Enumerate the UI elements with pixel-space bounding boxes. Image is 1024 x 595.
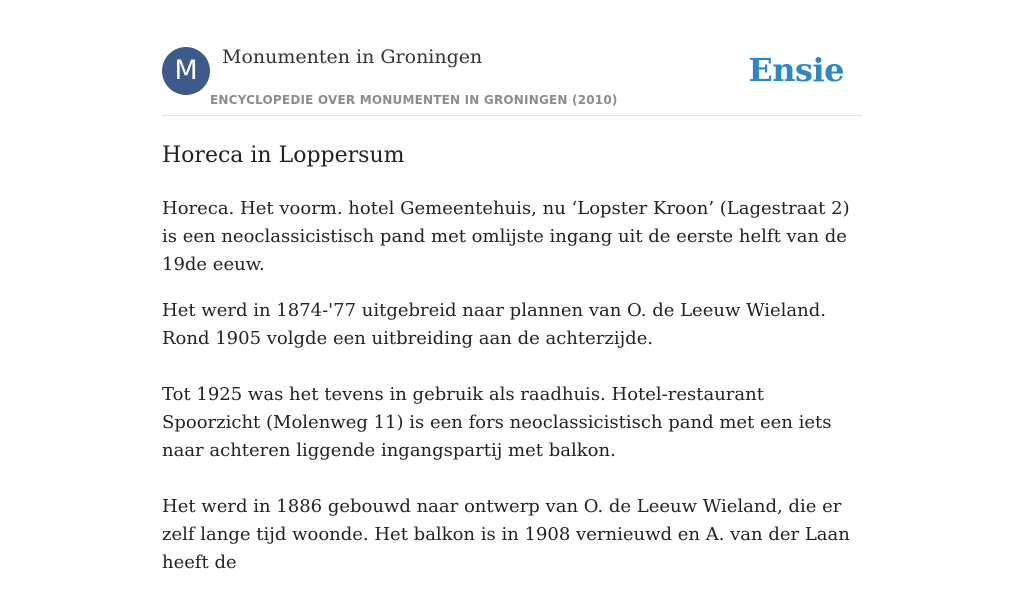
article-container: [162, 0, 862, 595]
paragraph: Horeca. Het voorm. hotel Gemeentehuis, nu ‘Lopster Kroon’ (Lagestraat 2) is een neoclassicistisch pand met omlijste ingang uit de eerste helft van de 19de eeuw.: [162, 198, 850, 275]
paragraph: Het werd in 1874-'77 uitgebreid naar plannen van O. de Leeuw Wieland. Rond 1905 volgde een uitbreiding aan de achterzijde.: [162, 300, 826, 349]
source-header: [162, 0, 862, 116]
article-body: [162, 195, 862, 577]
paragraph: Het werd in 1886 gebouwd naar ontwerp van O. de Leeuw Wieland, die er zelf lange tijd woonde. Het balkon is in 1908 vernieuwd en A. van der Laan heeft de: [162, 496, 850, 573]
ensie-logo[interactable]: Ensie: [748, 51, 844, 89]
avatar[interactable]: M: [162, 47, 210, 95]
paragraph: Tot 1925 was het tevens in gebruik als raadhuis. Hotel-restaurant Spoorzicht (Molenweg 11) is een fors neoclassicistisch pand met een iets naar achteren liggende ingangspartij met balkon.: [162, 384, 832, 461]
source-title[interactable]: Monumenten in Groningen: [222, 46, 483, 68]
source-subtitle: ENCYCLOPEDIE OVER MONUMENTEN IN GRONINGEN (2010): [210, 93, 618, 107]
article-title: Horeca in Loppersum: [162, 143, 405, 168]
